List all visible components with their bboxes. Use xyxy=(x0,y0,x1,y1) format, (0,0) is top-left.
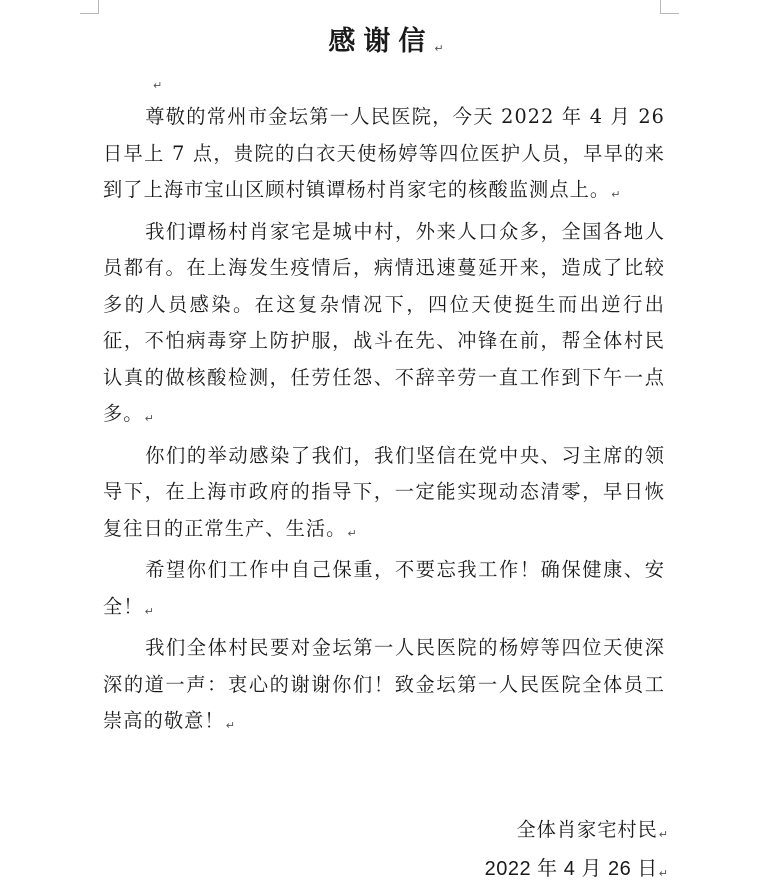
paragraph-mark-icon: ↵ xyxy=(434,42,444,55)
crop-mark-top-left xyxy=(80,0,99,14)
paragraph-mark-icon: ↵ xyxy=(611,188,621,201)
paragraph-mark-icon: ↵ xyxy=(144,604,154,618)
title-text: 感谢信 xyxy=(328,26,434,57)
signature: 全体肖家宅村民↵ xyxy=(516,818,668,841)
paragraph-mark-icon: ↵ xyxy=(658,828,668,841)
crop-mark-top-right xyxy=(660,0,679,14)
letter-body xyxy=(103,99,665,745)
paragraph-5: 我们全体村民要对金坛第一人民医院的杨婷等四位天使深深的道一声：衷心的谢谢你们！致金坛第一人民医院全体员工崇高的敬意！↵ xyxy=(103,636,665,732)
paragraph-mark-icon: ↵ xyxy=(144,412,154,425)
paragraph-1: 尊敬的常州市金坛第一人民医院，今天 2022 年 4 月 26 日早上 7 点，贵院的白衣天使杨婷等四位医护人员，早早的来到了上海市宝山区顾村镇谭杨村肖家宅的核酸监测点上。↵ xyxy=(103,105,665,201)
letter-title xyxy=(0,22,772,69)
paragraph-3: 你们的举动感染了我们，我们坚信在党中央、习主席的领导下，在上海市政府的指导下，一定能实现动态清零，早日恢复往日的正常生产、生活。↵ xyxy=(103,443,665,540)
paragraph-mark-icon: ↵ xyxy=(225,719,235,732)
paragraph-mark-icon: ↵ xyxy=(153,79,163,92)
empty-paragraph xyxy=(152,72,162,92)
paragraph-mark-icon: ↵ xyxy=(658,867,668,880)
paragraph-2: 我们谭杨村肖家宅是城中村，外来人口众多，全国各地人员都有。在上海发生疫情后，病情迅速蔓延开来，造成了比较多的人员感染。在这复杂情况下，四位天使挺生而出逆行出征，不怕病毒穿上防护服，战斗在先、冲锋在前，帮全体村民认真的做核酸检测，任劳任怨、不辞辛劳一直工作到下午一点多。↵ xyxy=(103,219,665,425)
letter-date: 2022 年 4 月 26 日↵ xyxy=(484,858,668,880)
paragraph-mark-icon: ↵ xyxy=(347,526,357,540)
paragraph-4: 希望你们工作中自己保重，不要忘我工作！确保健康、安全！↵ xyxy=(103,558,665,618)
